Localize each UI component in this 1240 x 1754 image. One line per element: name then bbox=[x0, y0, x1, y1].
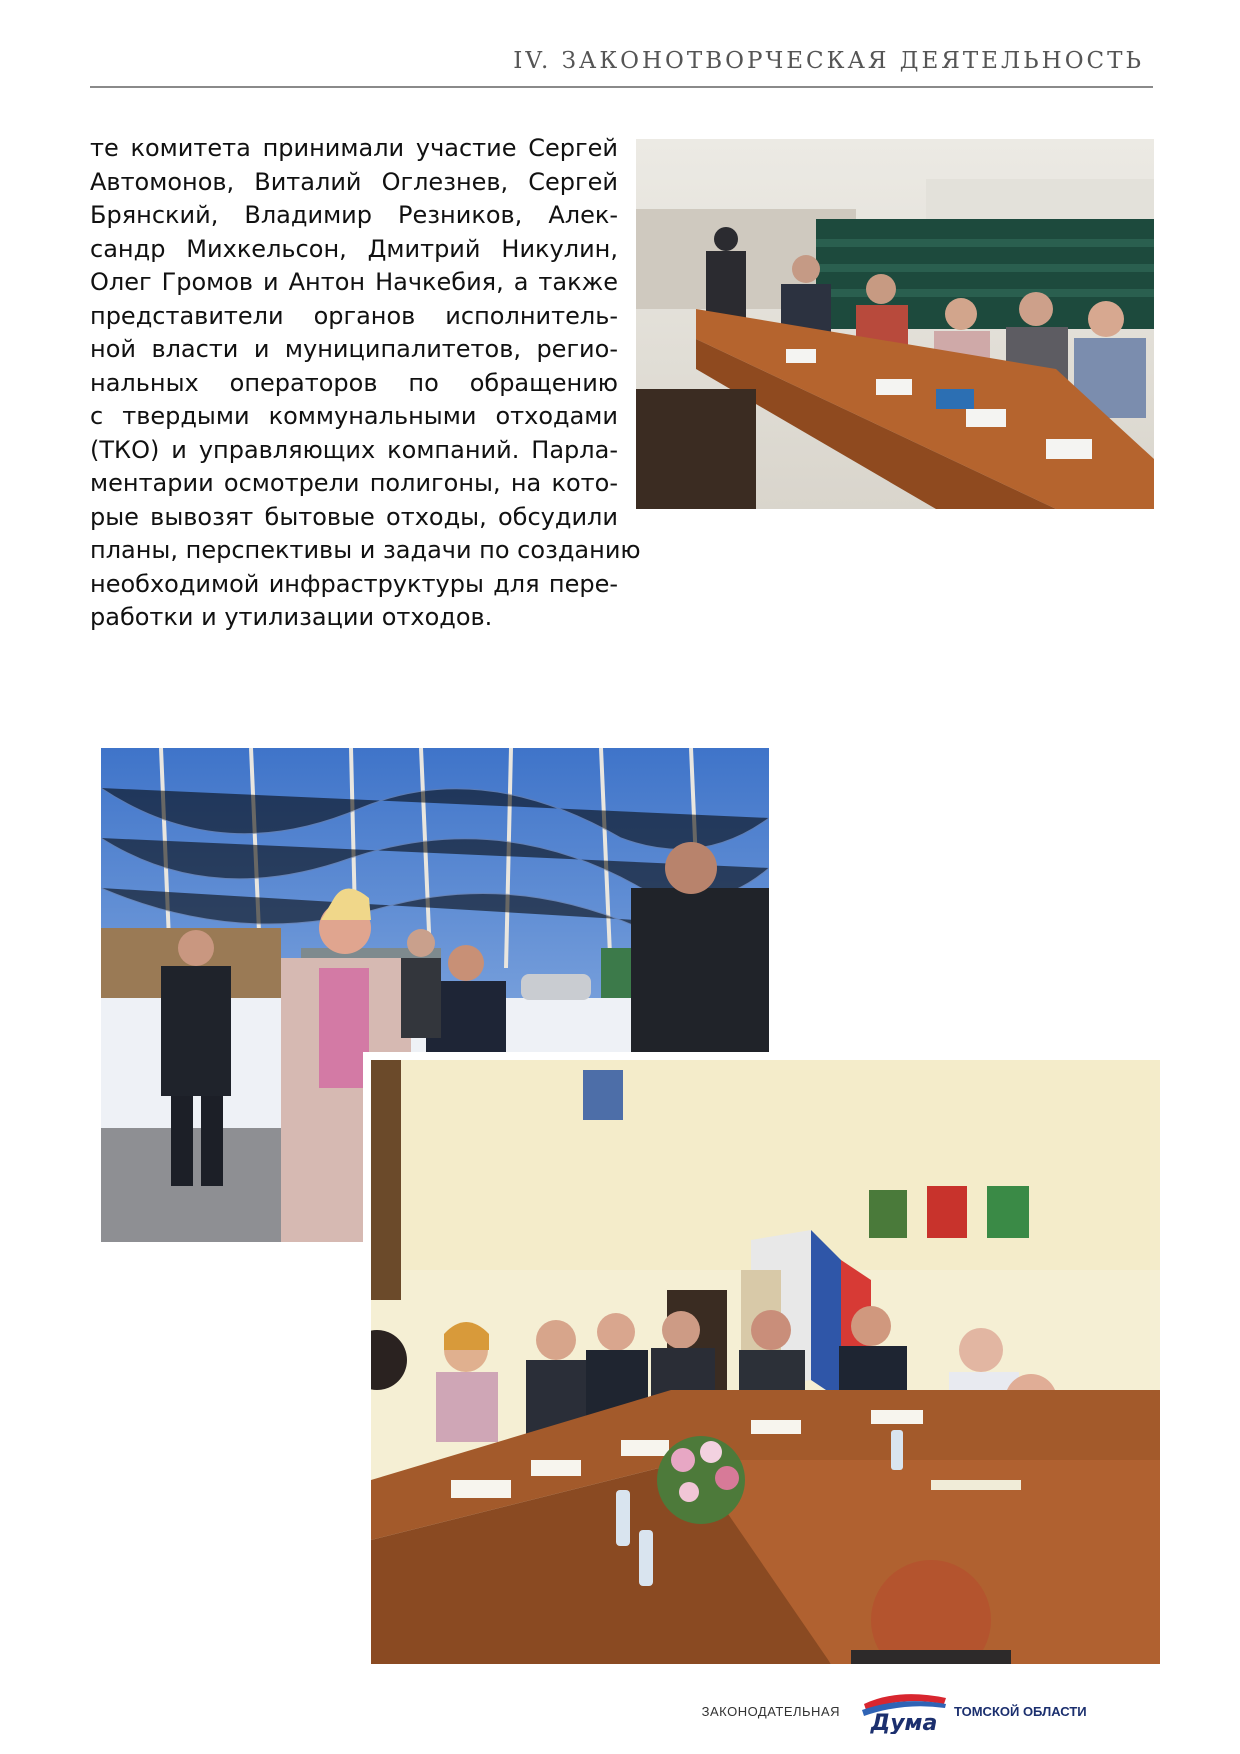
section-title: IV. ЗАКОНОТВОРЧЕСКАЯ ДЕЯТЕЛЬНОСТЬ bbox=[513, 48, 1144, 74]
round-table-meeting-photo bbox=[363, 1052, 1160, 1664]
duma-logo bbox=[858, 1690, 950, 1734]
logo-text: Дума bbox=[870, 1711, 938, 1734]
header-divider bbox=[90, 86, 1153, 88]
body-line: Олег Громов и Антон Начкебия, а также bbox=[90, 268, 618, 296]
meeting-hall-photo bbox=[636, 139, 1154, 509]
body-line: Брянский, Владимир Резников, Алек- bbox=[90, 201, 618, 229]
body-line: Автомонов, Виталий Оглезнев, Сергей bbox=[90, 167, 618, 196]
body-line: сандр Михкельсон, Дмитрий Никулин, bbox=[90, 234, 618, 263]
body-line: ной власти и муниципалитетов, регио- bbox=[90, 335, 618, 363]
footer-right-text: ТОМСКОЙ ОБЛАСТИ bbox=[954, 1704, 1087, 1719]
body-line: работки и утилизации отходов. bbox=[90, 603, 493, 631]
body-paragraph bbox=[90, 132, 641, 635]
body-line: планы, перспективы и задачи по созданию bbox=[90, 536, 641, 564]
footer-branding bbox=[701, 1690, 1160, 1734]
body-line: нальных операторов по обращению bbox=[90, 368, 618, 397]
body-line: ментарии осмотрели полигоны, на кото- bbox=[90, 469, 618, 497]
footer-left-text: ЗАКОНОДАТЕЛЬНАЯ bbox=[701, 1704, 840, 1719]
body-line: необходимой инфраструктуры для пере- bbox=[90, 569, 618, 598]
body-line: рые вывозят бытовые отходы, обсудили bbox=[90, 502, 618, 531]
body-line: с твердыми коммунальными отходами bbox=[90, 402, 618, 430]
body-line: (ТКО) и управляющих компаний. Парла- bbox=[90, 435, 618, 464]
body-line: представители органов исполнитель- bbox=[90, 301, 618, 330]
body-line: те комитета принимали участие Сергей bbox=[90, 134, 618, 162]
